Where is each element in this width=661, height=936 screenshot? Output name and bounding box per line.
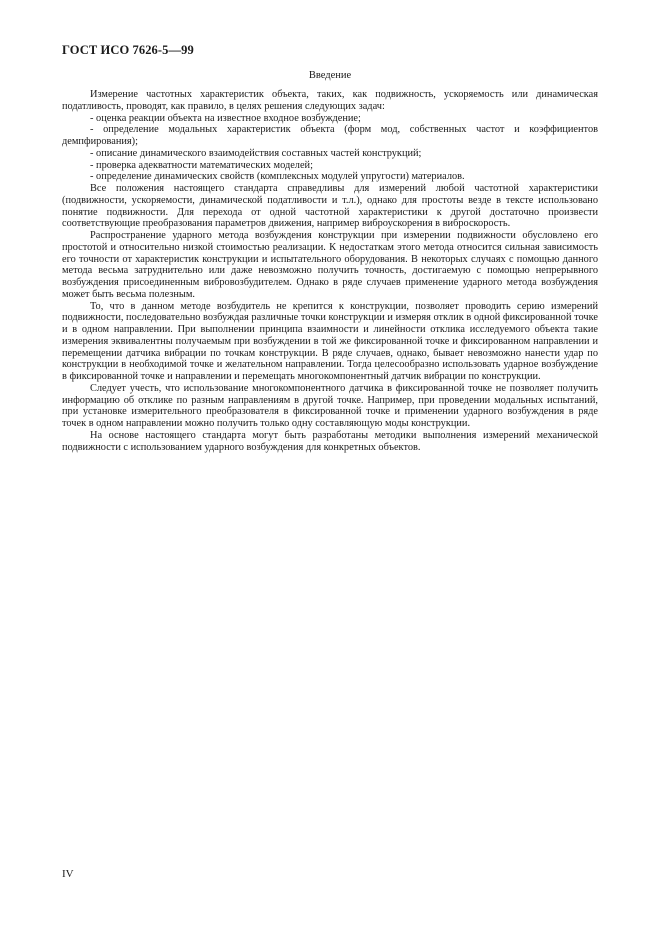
list-item: - определение динамических свойств (комплексных модулей упругости) материалов. <box>90 171 465 183</box>
document-code-header: ГОСТ ИСО 7626-5—99 <box>62 43 194 57</box>
document-body <box>62 70 598 453</box>
paragraph-multicomponent: Следует учесть, что использование многокомпонентного датчика в фиксированной точке не позволяет получить информацию об отклике по разным направлениям в другой точке. Например, при проведении модальных испытаний, при установке измерительного преобразователя в фиксированной точке и применении ударного возбуждения в ряде точек в одном направлении можно получить только одну составляющую моды конструкции. <box>62 382 598 429</box>
paragraph-scope: Все положения настоящего стандарта справедливы для измерений любой частотной характеристики (подвижности, ускоряемости, динамической податливости и т.л.), однако для простоты везде в тексте использовано понятие подвижности. Для перехода от одной частотной характеристики к другой достаточно произвести соответствующие преобразования параметров движения, например виброускорения в виброскорость. <box>62 183 598 230</box>
paragraph-impact-method: Распространение ударного метода возбуждения конструкции при измерении подвижности обусловлено его простотой и относительно низкой стоимостью реализации. К недостаткам этого метода относится сильная зависимость его точности от характеристик конструкции и испытательного оборудования. В некоторых случаях с помощью данного метода весьма затруднительно или даже невозможно получить точность, достигаемую с помощью непрерывного возбуждения присоединенным вибровозбудителем. Однако в ряде случаев применение ударного метода возбуждения может быть весьма полезным. <box>62 230 598 300</box>
list-item: - проверка адекватности математических моделей; <box>90 159 313 171</box>
task-list <box>62 113 598 184</box>
section-title: Введение <box>308 70 352 81</box>
paragraph-conclusion: На основе настоящего стандарта могут быть разработаны методики выполнения измерений механической подвижности с использованием ударного возбуждения для конкретных объектов. <box>62 429 598 453</box>
list-item: - определение модальных характеристик объекта (форм мод, собственных частот и коэффициентов демпфирования); <box>62 124 598 147</box>
page-number: IV <box>62 868 74 880</box>
list-item: - описание динамического взаимодействия составных частей конструкций; <box>90 147 422 159</box>
paragraph-reciprocity: То, что в данном методе возбудитель не крепится к конструкции, позволяет проводить серию измерений подвижности, последовательно возбуждая различные точки конструкции и измеряя отклик в одной фиксированной точке и в одном направлении. При выполнении принципа взаимности и линейности отклика исследуемого объекта такие измерения эквивалентны получаемым при возбуждении в той же фиксированной точке и фиксированном направлении и перемещении датчика вибрации по точкам конструкции. В ряде случаев, однако, бывает невозможно нанести удар по конструкции в необходимой точке и желательном направлении. Тогда целесообразно использовать ударное возбуждение в фиксированной точке и направлении и перемещать многокомпонентный датчик вибрации по конструкции. <box>62 300 598 382</box>
paragraph-intro: Измерение частотных характеристик объекта, таких, как подвижность, ускоряемость или динамическая податливость, проводят, как правило, в целях решения следующих задач: <box>62 89 598 112</box>
list-item: - оценка реакции объекта на известное входное возбуждение; <box>90 112 361 124</box>
